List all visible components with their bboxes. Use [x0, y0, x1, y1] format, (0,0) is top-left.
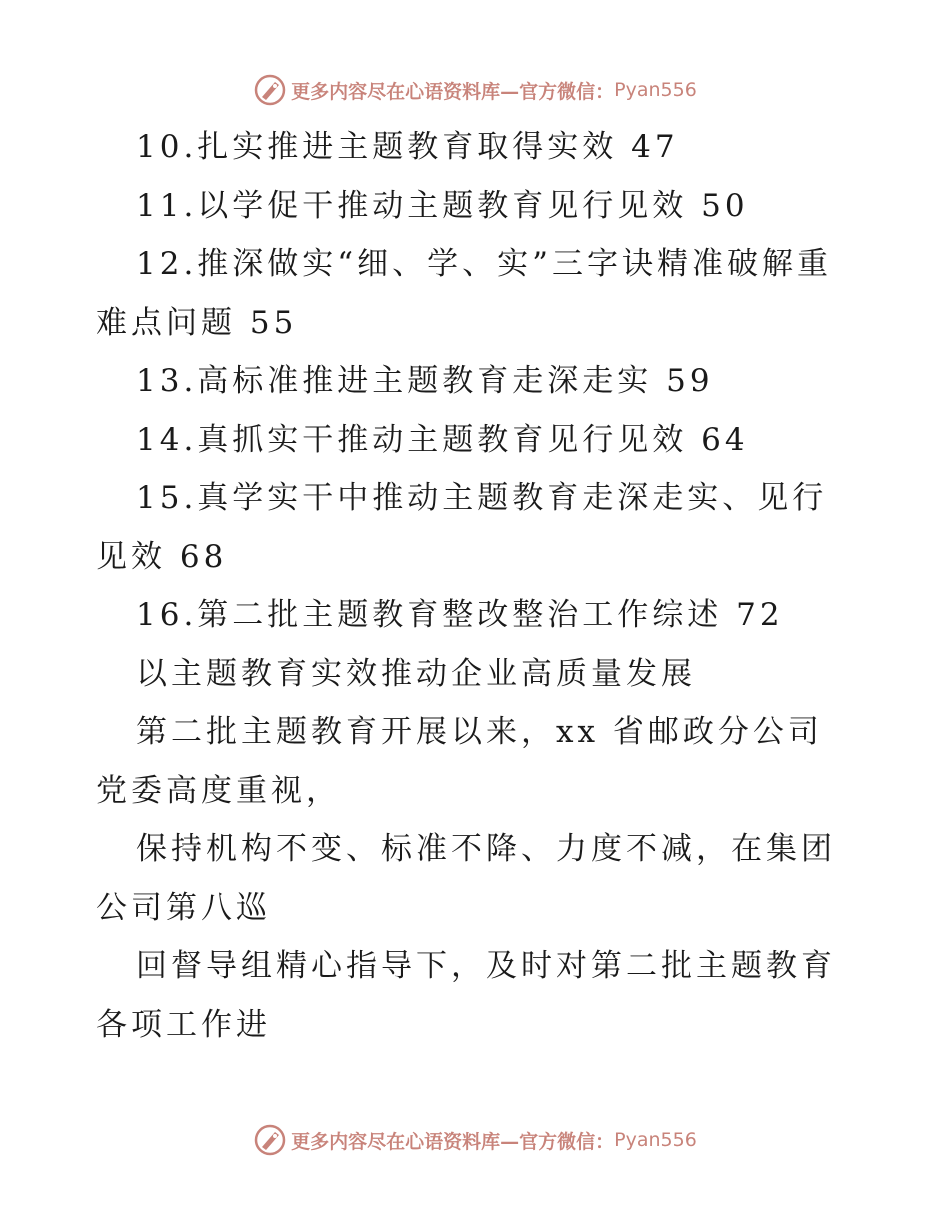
- toc-item-13: 13.高标准推进主题教育走深走实 59: [136, 363, 714, 399]
- banner-text: 更多内容尽在心语资料库—官方微信：: [291, 80, 615, 103]
- toc-item-16: 16.第二批主题教育整改整治工作综述 72: [136, 597, 784, 633]
- banner-wechat-id: Pyan556: [614, 1129, 697, 1151]
- pen-nib-logo-icon: [253, 1123, 287, 1157]
- toc-item-14: 14.真抓实干推动主题教育见行见效 64: [136, 421, 749, 458]
- toc-item-11: 11.以学促干推动主题教育见行见效 50: [136, 187, 749, 224]
- body-paragraph: 第二批主题教育开展以来，xx 省邮政分公司党委高度重视，: [96, 714, 823, 809]
- body-paragraph: 回督导组精心指导下，及时对第二批主题教育各项工作进: [96, 948, 836, 1043]
- pen-nib-logo-icon: [253, 73, 287, 107]
- section-title: 以主题教育实效推动企业高质量发展: [136, 655, 696, 692]
- header-watermark-banner: [0, 73, 950, 107]
- body-paragraph: 保持机构不变、标准不降、力度不减，在集团公司第八巡: [96, 831, 836, 926]
- toc-item-10: 10.扎实推进主题教育取得实效 47: [136, 129, 679, 165]
- footer-watermark-banner: [0, 1123, 950, 1157]
- document-body: [96, 118, 856, 1054]
- banner-wechat-id: Pyan556: [614, 79, 697, 101]
- banner-text: 更多内容尽在心语资料库—官方微信：: [291, 1130, 615, 1153]
- toc-item-12: 12.推深做实“细、学、实”三字诀精准破解重难点问题 55: [96, 246, 832, 341]
- toc-item-15: 15.真学实干中推动主题教育走深走实、见行见效 68: [96, 480, 828, 575]
